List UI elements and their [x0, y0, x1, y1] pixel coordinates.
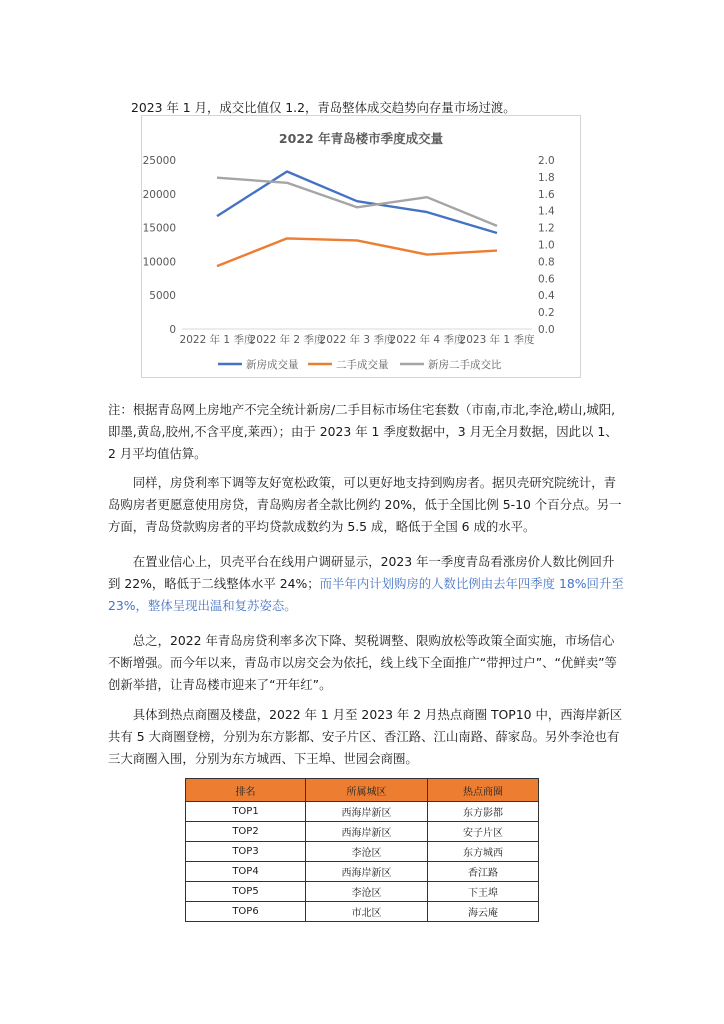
chart-svg [142, 116, 580, 377]
cell-rank: TOP3 [186, 842, 306, 862]
confidence-highlight: 而半年内计划购房的人数比例由去年四季度 18%回升至 23%，整体呈现出温和复苏姿态。 [108, 576, 624, 613]
y-right-tick-label: 2.0 [538, 155, 555, 167]
cell-district: 市北区 [306, 902, 428, 922]
x-tick-label: 2022 年 1 季度 [179, 334, 255, 346]
cell-rank: TOP1 [186, 802, 306, 822]
y-right-tick-label: 1.2 [538, 222, 555, 235]
chart-note: 注：根据青岛网上房地产不完全统计新房/二手目标市场住宅套数（市南,市北,李沧,崂山,城阳,即墨,黄岛,胶州,不含平度,莱西）；由于 2023 年 1 季度数据中，3 月无全月数据，因此以 1、2 月平均值估算。 [108, 402, 618, 461]
cell-district: 西海岸新区 [306, 822, 428, 842]
header-area: 热点商圈 [428, 779, 539, 802]
cell-district: 西海岸新区 [306, 862, 428, 882]
paragraph-confidence [108, 551, 624, 617]
paragraph-loan: 同样，房贷利率下调等友好宽松政策，可以更好地支持到购房者。据贝壳研究院统计，青岛购房者更愿意使用房贷，青岛购房者全款比例约 20%，低于全国比例 5-10 个百分点。另一方面，青岛贷款购房者的平均贷款成数约为 5.5 成，略低于全国 6 成的水平。 [108, 475, 622, 534]
series-line-2 [217, 238, 497, 266]
chart-title: 2022 年青岛楼市季度成交量 [278, 131, 444, 146]
legend-label: 新房成交量 [246, 359, 299, 371]
y-right-tick-label: 1.6 [538, 188, 555, 201]
cell-district: 李沧区 [306, 842, 428, 862]
cell-area: 下王埠 [428, 882, 539, 902]
cell-area: 东方影都 [428, 802, 539, 822]
paragraph-hotspots: 具体到热点商圈及楼盘，2022 年 1 月至 2023 年 2 月热点商圈 TOP10 中，西海岸新区共有 5 大商圈登榜，分别为东方影都、安子片区、香江路、江山南路、薛家岛。另外李沧也有三大商圈入围，分别为东方城西、下王埠、世园会商圈。 [108, 707, 623, 766]
confidence-text: 在置业信心上，贝壳平台在线用户调研显示，2023 年一季度青岛看涨房价人数比例回升到 22%，略低于二线整体水平 24%； [108, 554, 615, 591]
hotspot-table [185, 778, 539, 922]
y-right-tick-label: 1.8 [538, 171, 555, 184]
legend-label: 二手成交量 [336, 359, 389, 371]
x-tick-label: 2023 年 1 季度 [459, 334, 535, 346]
y-right-tick-label: 0.4 [538, 290, 555, 303]
y-right-tick-label: 0.8 [538, 256, 555, 269]
cell-rank: TOP5 [186, 882, 306, 902]
lead-sentence: 2023 年 1 月，成交比值仅 1.2，青岛整体成交趋势向存量市场过渡。 [131, 100, 516, 115]
table-row [186, 902, 539, 922]
cell-area: 东方城西 [428, 842, 539, 862]
table-row [186, 822, 539, 842]
x-tick-label: 2022 年 3 季度 [319, 334, 395, 346]
cell-area: 海云庵 [428, 902, 539, 922]
table-row [186, 862, 539, 882]
x-tick-label: 2022 年 2 季度 [249, 334, 325, 346]
x-tick-label: 2022 年 4 季度 [389, 334, 465, 346]
header-district: 所属城区 [306, 779, 428, 802]
y-left-tick-label: 0 [169, 324, 176, 336]
y-right-tick-label: 0.0 [538, 324, 555, 336]
cell-rank: TOP2 [186, 822, 306, 842]
y-left-tick-label: 5000 [149, 290, 176, 303]
table-header-row [186, 779, 539, 802]
cell-rank: TOP6 [186, 902, 306, 922]
y-left-tick-label: 15000 [142, 222, 176, 235]
y-left-tick-label: 25000 [142, 155, 176, 167]
cell-district: 李沧区 [306, 882, 428, 902]
y-right-tick-label: 1.0 [538, 239, 555, 252]
y-right-tick-label: 1.4 [538, 205, 555, 218]
y-right-tick-label: 0.2 [538, 307, 555, 320]
table-row [186, 802, 539, 822]
cell-area: 香江路 [428, 862, 539, 882]
paragraph-summary: 总之，2022 年青岛房贷利率多次下降、契税调整、限购放松等政策全面实施，市场信心不断增强。而今年以来，青岛市以房交会为依托，线上线下全面推广“带押过户”、“优鲜卖”等创新举措，让青岛楼市迎来了“开年红”。 [108, 633, 617, 692]
table-row [186, 882, 539, 902]
y-left-tick-label: 20000 [142, 188, 176, 201]
cell-area: 安子片区 [428, 822, 539, 842]
legend-label: 新房二手成交比 [428, 359, 502, 371]
cell-district: 西海岸新区 [306, 802, 428, 822]
y-left-tick-label: 10000 [142, 256, 176, 269]
cell-rank: TOP4 [186, 862, 306, 882]
y-right-tick-label: 0.6 [538, 273, 555, 286]
table-row [186, 842, 539, 862]
header-rank: 排名 [186, 779, 306, 802]
line-chart [141, 115, 581, 378]
